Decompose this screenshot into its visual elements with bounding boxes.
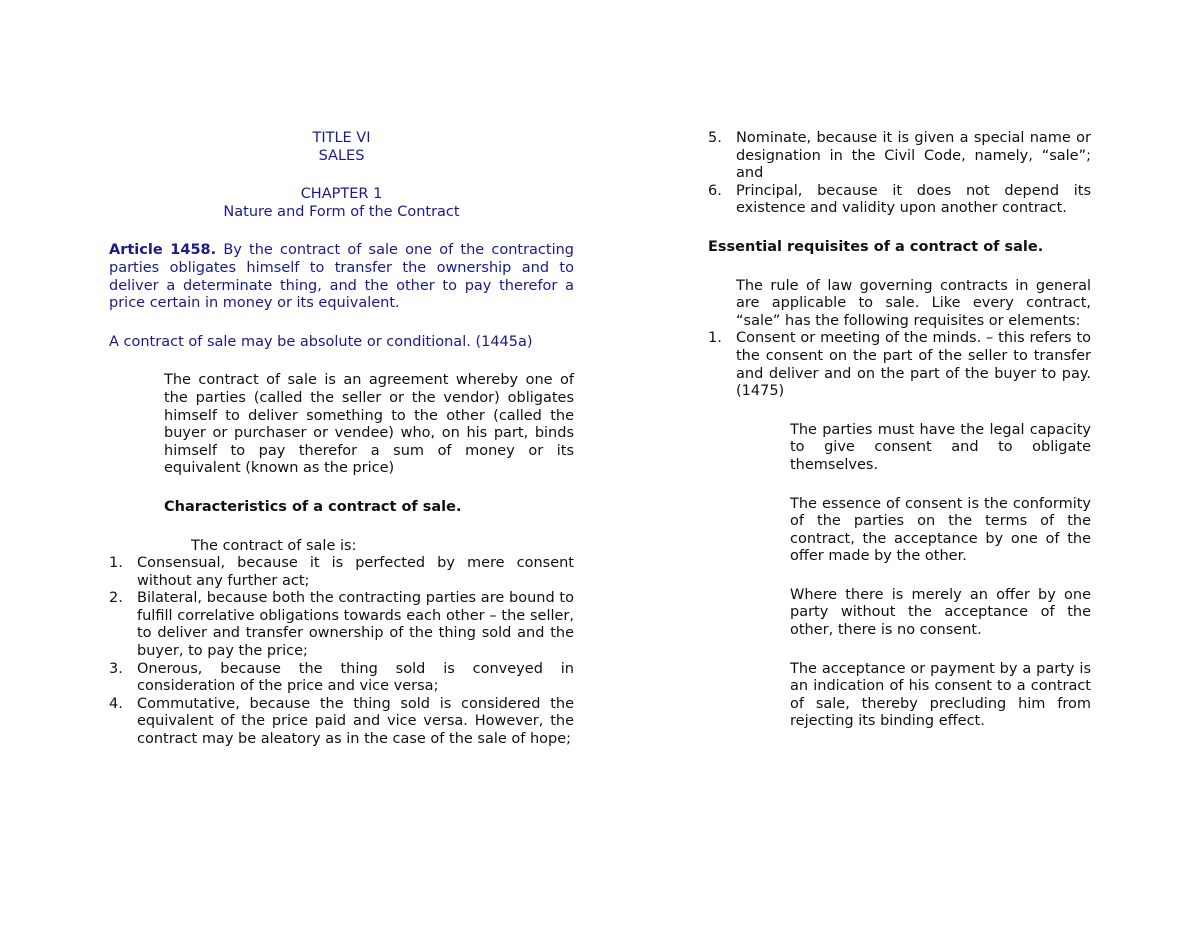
definition-paragraph: The contract of sale is an agreement whereby one of the parties (called the seller or the vendor) obligates himself to deliver something to the other (called the buyer or purchaser or vendee) who, on his part, binds himself to pay therefor a sum of money or its equivalent (known as the price) <box>164 372 574 477</box>
consent-paragraph: The essence of consent is the conformity of the parties on the terms of the contract, the acceptance by one of the offer made by the other. <box>790 495 1091 565</box>
list-number: 5. <box>708 130 722 146</box>
characteristics-intro: The contract of sale is: <box>191 537 357 554</box>
list-text: Commutative, because the thing sold is considered the equivalent of the price paid and vice versa. However, the contract may be aleatory as in the case of the sale of hope; <box>137 695 574 748</box>
list-item <box>109 590 574 660</box>
list-text: Consent or meeting of the minds. – this refers to the consent on the part of the seller to transfer and deliver and on the part of the buyer to pay. (1475) <box>736 330 1091 400</box>
list-text: Bilateral, because both the contracting parties are bound to fulfill correlative obligations towards each other – the seller, to deliver and transfer ownership of the thing sold and the buyer, to pay the price; <box>137 590 574 660</box>
list-number: 1. <box>708 330 722 347</box>
list-number: 2. <box>109 590 123 607</box>
list-item <box>109 661 574 696</box>
article-paragraph <box>109 242 574 312</box>
title: TITLE VI <box>312 130 371 146</box>
subtitle: SALES <box>318 147 365 164</box>
requisites-intro: The rule of law governing contracts in general are applicable to sale. Like every contract, “sale” has the following requisites or elements: <box>736 277 1091 329</box>
chapter-label: CHAPTER 1 <box>300 186 383 203</box>
requisites-heading: Essential requisites of a contract of sale. <box>708 238 1044 255</box>
requisites-list <box>708 330 1091 400</box>
list-text: Onerous, because the thing sold is conveyed in consideration of the price and vice versa; <box>137 660 574 695</box>
consent-paragraph: The parties must have the legal capacity to give consent and to obligate themselves. <box>790 421 1091 473</box>
list-number: 4. <box>109 695 123 712</box>
list-text: Principal, because it does not depend its existence and validity upon another contract. <box>736 182 1091 217</box>
list-number: 3. <box>109 660 123 677</box>
list-item <box>708 183 1091 218</box>
list-item <box>708 330 1091 400</box>
list-number: 1. <box>109 555 123 572</box>
consent-paragraph: Where there is merely an offer by one party without the acceptance of the other, there is no consent. <box>790 586 1091 639</box>
right-column <box>708 130 1091 731</box>
article-note: A contract of sale may be absolute or conditional. (1445a) <box>109 333 533 350</box>
article-text: By the contract of sale one of the contracting parties obligates himself to transfer the ownership and to deliver a determinate thing, and the other to pay therefor a price certain in money or its equivalent. <box>109 242 575 312</box>
list-number: 6. <box>708 182 722 199</box>
chapter-name: Nature and Form of the Contract <box>223 203 460 220</box>
left-column <box>109 130 574 749</box>
characteristics-heading: Characteristics of a contract of sale. <box>164 498 462 515</box>
list-item <box>109 555 574 590</box>
characteristics-list-continued <box>708 130 1091 218</box>
list-item <box>708 130 1091 183</box>
list-text: Consensual, because it is perfected by mere consent without any further act; <box>137 555 574 589</box>
list-item <box>109 696 574 749</box>
characteristics-list <box>109 555 574 749</box>
consent-paragraph: The acceptance or payment by a party is an indication of his consent to a contract of sale, thereby precluding him from rejecting its binding effect. <box>790 660 1091 730</box>
list-text: Nominate, because it is given a special name or designation in the Civil Code, namely, “sale”; and <box>736 130 1091 182</box>
article-label: Article 1458. <box>109 242 217 259</box>
